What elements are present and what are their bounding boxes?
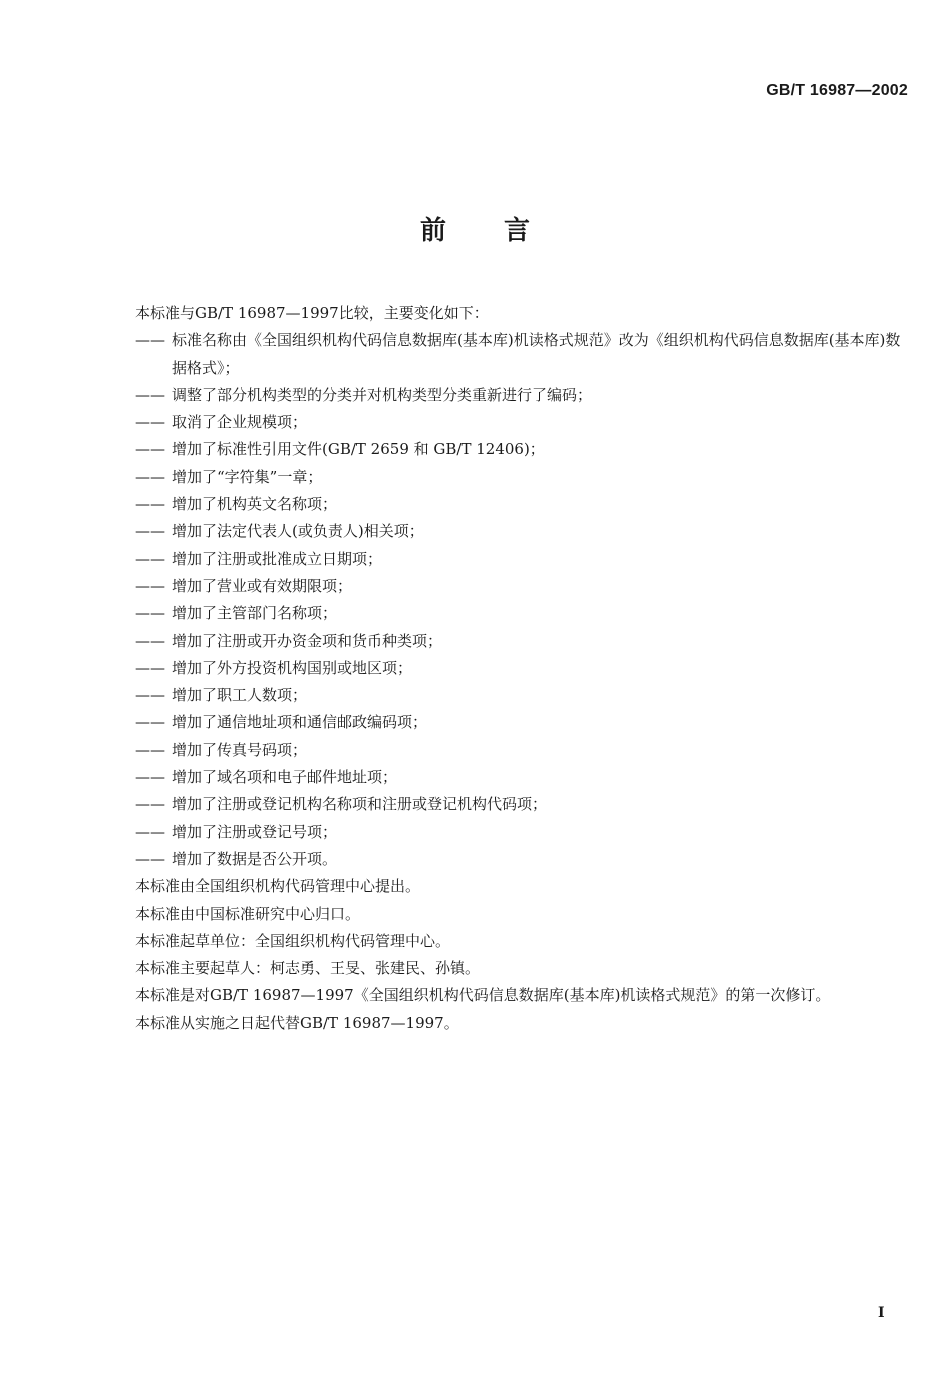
change-item xyxy=(98,573,910,600)
dash-mark: —— xyxy=(135,604,165,623)
change-item xyxy=(98,436,910,463)
dash-mark: —— xyxy=(135,413,165,432)
proposer-paragraph: 本标准由全国组织机构代码管理中心提出。 xyxy=(135,877,421,896)
dash-mark: —— xyxy=(135,658,165,677)
standard-code: GB/T 16987—2002 xyxy=(766,82,908,99)
drafters-paragraph: 本标准主要起草人：柯志勇、王旻、张建民、孙镇。 xyxy=(135,959,481,978)
dash-mark: —— xyxy=(135,495,165,514)
change-text: 增加了数据是否公开项。 xyxy=(172,849,338,868)
change-text: 增加了主管部门名称项； xyxy=(172,604,338,623)
change-text: 增加了机构英文名称项； xyxy=(172,495,338,514)
change-text: 增加了注册或登记机构名称项和注册或登记机构代码项； xyxy=(172,795,548,814)
change-item xyxy=(98,737,910,764)
change-item xyxy=(98,709,910,736)
change-item xyxy=(98,327,910,382)
dash-mark: —— xyxy=(135,740,165,759)
dash-mark: —— xyxy=(135,713,165,732)
change-item xyxy=(98,409,910,436)
change-text: 增加了通信地址项和通信邮政编码项； xyxy=(172,713,428,732)
change-item xyxy=(98,464,910,491)
drafting-unit-paragraph: 本标准起草单位：全国组织机构代码管理中心。 xyxy=(135,931,451,950)
change-item xyxy=(98,764,910,791)
change-text: 取消了企业规模项； xyxy=(172,413,308,432)
change-item xyxy=(98,491,910,518)
dash-mark: —— xyxy=(135,385,165,404)
change-item xyxy=(98,600,910,627)
change-text: 调整了部分机构类型的分类并对机构类型分类重新进行了编码； xyxy=(172,385,593,404)
dash-mark: —— xyxy=(135,440,165,459)
dash-mark: —— xyxy=(135,467,165,486)
change-text: 增加了注册或开办资金项和货币种类项； xyxy=(172,631,443,650)
dash-mark: —— xyxy=(135,768,165,787)
change-text: 增加了标准性引用文件(GB/T 2659 和 GB/T 12406)； xyxy=(172,440,545,459)
page-number: Ⅰ xyxy=(878,1305,885,1321)
change-item xyxy=(98,628,910,655)
change-text: 增加了“字符集”一章； xyxy=(172,467,323,486)
change-item xyxy=(98,819,910,846)
change-text: 增加了外方投资机构国别或地区项； xyxy=(172,658,413,677)
change-item xyxy=(98,846,910,873)
change-text: 增加了职工人数项； xyxy=(172,686,308,705)
replacement-paragraph: 本标准从实施之日起代替GB/T 16987—1997。 xyxy=(135,1013,459,1032)
dash-mark: —— xyxy=(135,631,165,650)
change-text: 增加了法定代表人(或负责人)相关项； xyxy=(172,522,424,541)
dash-mark: —— xyxy=(135,822,165,841)
change-item xyxy=(98,791,910,818)
dash-mark: —— xyxy=(135,849,165,868)
dash-mark: —— xyxy=(135,331,165,350)
revision-paragraph: 本标准是对GB/T 16987—1997《全国组织机构代码信息数据库(基本库)机读格式规范》的第一次修订。 xyxy=(135,986,831,1005)
foreword-body xyxy=(98,300,910,1037)
dash-mark: —— xyxy=(135,795,165,814)
change-text: 增加了传真号码项； xyxy=(172,740,308,759)
dash-mark: —— xyxy=(135,576,165,595)
change-item xyxy=(98,682,910,709)
change-item xyxy=(98,546,910,573)
change-text: 增加了营业或有效期限项； xyxy=(172,576,353,595)
dash-mark: —— xyxy=(135,686,165,705)
change-text: 增加了注册或登记号项； xyxy=(172,822,338,841)
change-text: 标准名称由《全国组织机构代码信息数据库(基本库)机读格式规范》改为《组织机构代码信息数据库(基本库)数据格式》； xyxy=(172,331,901,377)
change-text: 增加了域名项和电子邮件地址项； xyxy=(172,768,398,787)
administration-paragraph: 本标准由中国标准研究中心归口。 xyxy=(135,904,361,923)
change-item xyxy=(98,518,910,545)
dash-mark: —— xyxy=(135,549,165,568)
change-item xyxy=(98,382,910,409)
intro-paragraph: 本标准与GB/T 16987—1997比较，主要变化如下： xyxy=(135,304,489,322)
change-text: 增加了注册或批准成立日期项； xyxy=(172,549,383,568)
change-item xyxy=(98,655,910,682)
dash-mark: —— xyxy=(135,522,165,541)
page-title: 前言 xyxy=(419,216,588,246)
